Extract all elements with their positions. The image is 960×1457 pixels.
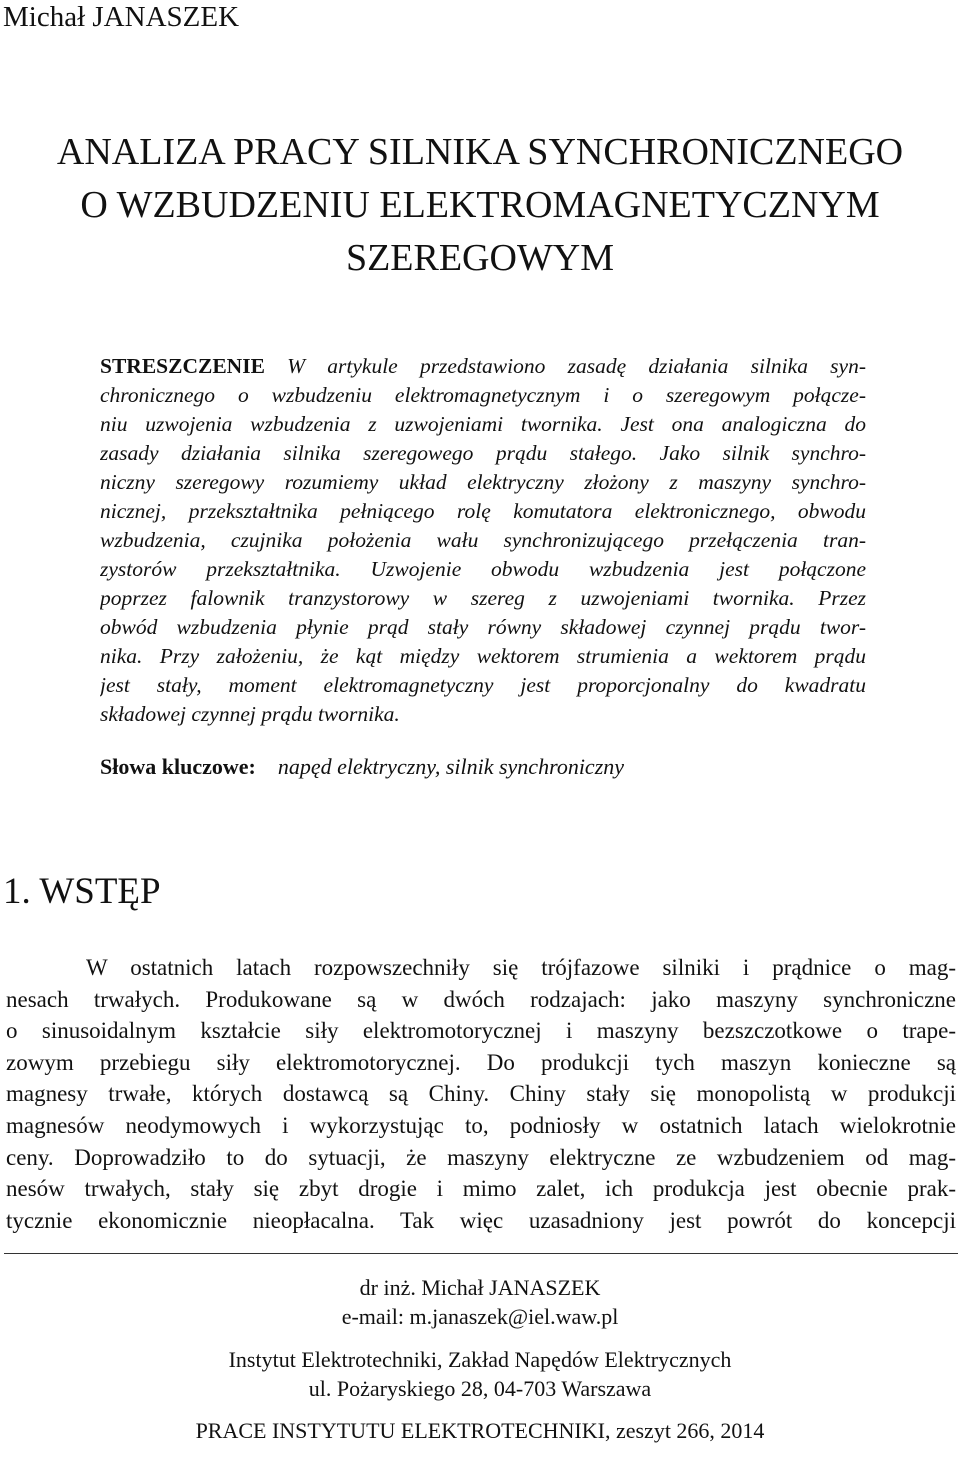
paragraph-line: ceny. Doprowadziło to do sytuacji, że maszyny elektryczne ze wzbudzeniem od mag-: [6, 1144, 956, 1170]
abstract-text: W artykule przedstawiono zasadę działania silnika syn-: [264, 354, 866, 378]
abstract-line: nika. Przy założeniu, że kąt między wektorem strumienia a wektorem prądu: [100, 644, 866, 668]
abstract-line: wzbudzenia, czujnika położenia wału synchronizującego przełączenia tran-: [100, 528, 866, 552]
abstract-line: zystorów przekształtnika. Uzwojenie obwodu wzbudzenia jest połączone: [100, 557, 866, 581]
paragraph-line: nesach trwałych. Produkowane są w dwóch rodzajach: jako maszyny synchroniczne: [6, 986, 956, 1012]
abstract: [100, 352, 866, 729]
keywords: [100, 752, 624, 782]
keywords-label: Słowa kluczowe:: [100, 754, 256, 779]
abstract-line: zasady działania silnika szeregowego prądu stałego. Jako silnik synchro-: [100, 441, 866, 465]
title-line: ANALIZA PRACY SILNIKA SYNCHRONICZNEGO: [56, 131, 904, 173]
abstract-line: jest stały, moment elektromagnetyczny jest proporcjonalny do kwadratu: [100, 673, 866, 697]
paragraph-line: zowym przebiegu siły elektromotorycznej. Do produkcji tych maszyn konieczne są: [6, 1049, 956, 1075]
title-line: O WZBUDZENIU ELEKTROMAGNETYCZNYM: [80, 184, 880, 226]
footer-email: e-mail: m.janaszek@iel.waw.pl: [341, 1304, 619, 1329]
keywords-value: napęd elektryczny, silnik synchroniczny: [277, 754, 625, 779]
abstract-line: niczny szeregowy rozumiemy układ elektryczny złożony z maszyny synchro-: [100, 470, 866, 494]
paragraph-line: magnesy trwałe, których dostawcą są Chiny. Chiny stały się monopolistą w produkcji: [6, 1081, 956, 1107]
abstract-line: chronicznego o wzbudzeniu elektromagnetycznym i o szeregowym połącze-: [100, 383, 866, 407]
footer-divider: [4, 1253, 958, 1254]
paragraph-line: magnesów neodymowych i wykorzystując to, podniosły w ostatnich latach wielokrotnie: [6, 1112, 956, 1138]
title-line: SZEREGOWYM: [345, 237, 615, 279]
paragraph-line: W ostatnich latach rozpowszechniły się trójfazowe silniki i prądnice o mag-: [86, 955, 956, 980]
abstract-line: nicznej, przekształtnika pełniącego rolę komutatora elektronicznego, obwodu: [100, 499, 866, 523]
section-heading: 1. WSTĘP: [3, 871, 161, 912]
paper-title: [0, 126, 960, 285]
abstract-line: [100, 352, 866, 381]
abstract-line: składowej czynnej prądu twornika.: [100, 702, 400, 726]
footer-institute: Instytut Elektrotechniki, Zakład Napędów Elektrycznych: [228, 1347, 732, 1372]
footer-author-name: dr inż. Michał JANASZEK: [359, 1275, 601, 1300]
abstract-label: STRESZCZENIE: [100, 354, 265, 378]
paragraph-line: nesów trwałych, stały się zbyt drogie i mimo zalet, ich produkcja jest obecnie prak-: [6, 1176, 956, 1202]
footer-journal: PRACE INSTYTUTU ELEKTROTECHNIKI, zeszyt 266, 2014: [195, 1418, 765, 1443]
header-author: Michał JANASZEK: [3, 1, 240, 33]
footer-address: ul. Pożaryskiego 28, 04-703 Warszawa: [308, 1376, 652, 1401]
abstract-line: niu uzwojenia wzbudzenia z uzwojeniami twornika. Jest ona analogiczna do: [100, 412, 866, 436]
abstract-line: poprzez falownik tranzystorowy w szereg z uzwojeniami twornika. Przez: [100, 586, 866, 610]
abstract-line: obwód wzbudzenia płynie prąd stały równy składowej czynnej prądu twor-: [100, 615, 866, 639]
paragraph-line: o sinusoidalnym kształcie siły elektromotorycznej i maszyny bezszczotkowe o trape-: [6, 1018, 956, 1044]
paragraph-line: tycznie ekonomicznie nieopłacalna. Tak więc uzasadniony jest powrót do koncepcji: [6, 1207, 956, 1233]
section-body: [6, 952, 956, 1236]
